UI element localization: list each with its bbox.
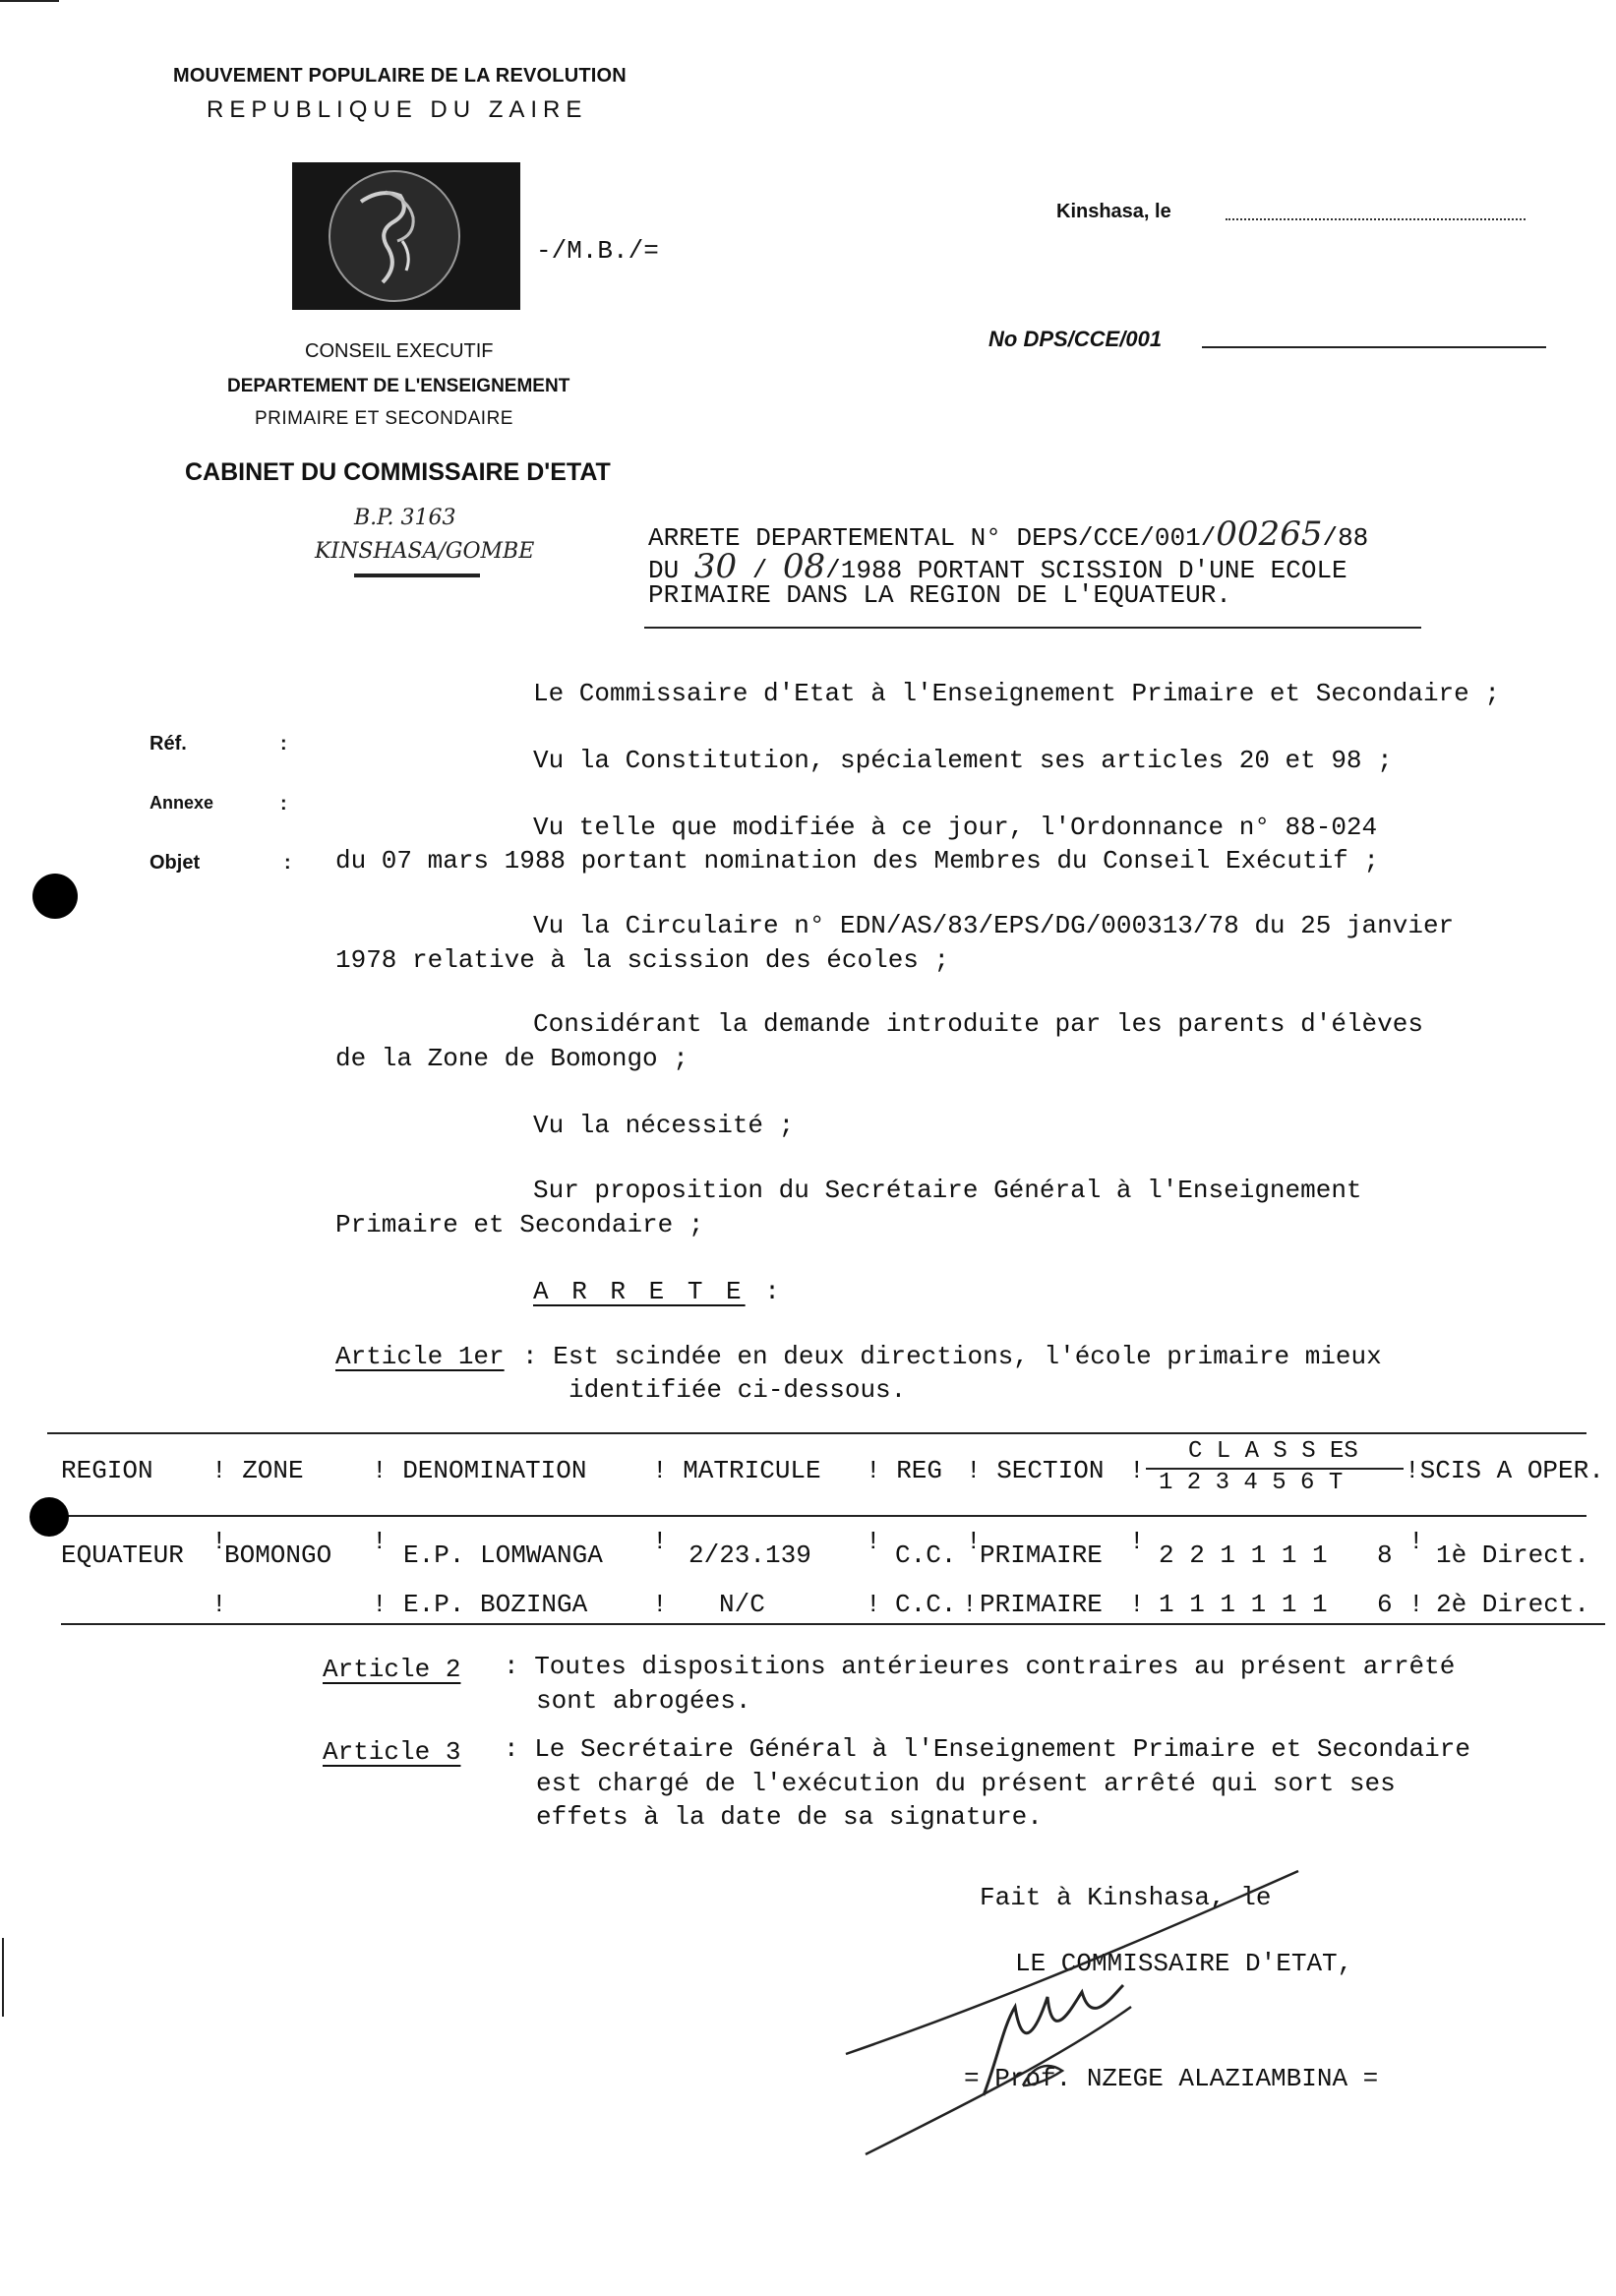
article-1-label-text: Article 1er [335,1342,505,1371]
article-3-line-3: effets à la date de sa signature. [536,1802,1043,1832]
row-sep: ! [866,1527,881,1556]
decree-date-prefix: DU [648,556,680,585]
national-emblem [292,162,520,310]
preamble-circular-line-1: Vu la Circulaire n° EDN/AS/83/EPS/DG/000313/78 du 25 janvier [533,911,1455,940]
republic-heading: REPUBLIQUE DU ZAIRE [207,96,588,123]
article-3-label [323,1737,460,1767]
po-box: B.P. 3163 [354,506,456,530]
decree-title-line-2: DU 30 / 08/1988 PORTANT SCISSION D'UNE ECOLE [648,547,1347,586]
preamble-constitution: Vu la Constitution, spécialement ses articles 20 et 98 ; [533,746,1393,775]
row-classes: 1 1 1 1 1 1 [1159,1590,1328,1619]
preamble-commissioner: Le Commissaire d'Etat à l'Enseignement Primaire et Secondaire ; [533,679,1500,708]
article-3-line-1: : Le Secrétaire Général à l'Enseignement Primaire et Secondaire [504,1734,1470,1764]
row-sep: ! [866,1590,881,1619]
row-sep: ! [966,1527,982,1556]
signatory-name: = Prof. NZEGE ALAZIAMBINA = [964,2064,1379,2093]
movement-heading: MOUVEMENT POPULAIRE DE LA REVOLUTION [173,65,627,87]
row-region: EQUATEUR [61,1541,184,1570]
decree-handwritten-number: 00265 [1216,514,1323,554]
decree-number-suffix: /88 [1322,523,1369,553]
punch-hole-mark [32,874,78,919]
row-total: 8 [1377,1541,1393,1570]
cabinet-heading: CABINET DU COMMISSAIRE D'ETAT [185,458,611,486]
article-1-label [335,1342,505,1371]
title-rule [644,627,1421,629]
col-header-reg: ! REG [866,1456,943,1485]
col-header-section: ! SECTION [966,1456,1105,1485]
department-heading: DEPARTEMENT DE L'ENSEIGNEMENT [227,376,570,396]
preamble-request-line-1: Considérant la demande introduite par les parents d'élèves [533,1009,1423,1039]
article-2-label-text: Article 2 [323,1655,461,1684]
row-sep: ! [962,1590,978,1619]
preamble-necessity: Vu la nécessité ; [533,1111,795,1140]
handwritten-signature [836,1859,1347,2184]
decree-handwritten-day: 30 [693,547,738,586]
article-1-line-2: identifiée ci-dessous. [569,1375,907,1405]
preamble-proposal-line-2: Primaire et Secondaire ; [335,1210,704,1239]
preamble-proposal-line-1: Sur proposition du Secrétaire Général à l'Enseignement [533,1176,1362,1205]
row-reg: C.C. [895,1541,957,1570]
signature-place: Fait à Kinshasa, le [980,1883,1272,1912]
reference-number-label: No DPS/CCE/001 [988,327,1163,351]
date-blank [1226,218,1526,220]
objet-colon: : [284,852,291,874]
col-header-classes-sep: ! [1129,1456,1145,1485]
reference-number-blank [1202,346,1546,348]
address-underline [354,574,480,577]
row-reg: C.C. [895,1590,957,1619]
row-scis: 1è Direct. [1436,1541,1590,1570]
col-header-region: REGION [61,1456,153,1485]
annexe-colon: : [280,793,287,815]
decree-date-suffix: /1988 PORTANT SCISSION D'UNE ECOLE [825,556,1347,585]
col-header-scis: !SCIS A OPER. [1405,1456,1604,1485]
preamble-ordinance-line-1: Vu telle que modifiée à ce jour, l'Ordonnance n° 88-024 [533,813,1378,842]
article-2-label [323,1655,460,1684]
department-subheading: PRIMAIRE ET SECONDAIRE [255,408,513,429]
row-sep: ! [1408,1527,1424,1556]
preamble-circular-line-2: 1978 relative à la scission des écoles ; [335,945,950,975]
mb-code: -/M.B./= [536,236,659,266]
ref-colon: : [280,733,287,755]
arrete-word: A R R E T E [533,1277,746,1306]
arrete-colon: : [764,1277,784,1306]
col-header-matricule: ! MATRICULE [652,1456,821,1485]
preamble-request-line-2: de la Zone de Bomongo ; [335,1044,688,1073]
row-sep: ! [1129,1590,1145,1619]
globe-icon [292,162,520,310]
article-3-line-2: est chargé de l'exécution du présent arrêté qui sort ses [536,1769,1396,1798]
row-sep: ! [372,1527,388,1556]
row-sep: ! [652,1590,668,1619]
council-heading: CONSEIL EXECUTIF [305,340,494,362]
row-sep: ! [211,1527,227,1556]
article-1-line-1: : Est scindée en deux directions, l'école primaire mieux [522,1342,1382,1371]
table-top-rule [47,1432,1586,1434]
row-matricule: 2/23.139 [688,1541,811,1570]
article-2-line-1: : Toutes dispositions antérieures contraires au présent arrêté [504,1652,1456,1681]
punch-hole-mark-2 [30,1497,69,1537]
scan-edge-mark-left [2,1938,4,2017]
place-date-label: Kinshasa, le [1056,201,1171,222]
objet-label: Objet [150,852,201,874]
col-header-classes-digits: 1 2 3 4 5 6 T [1159,1470,1344,1496]
row-denomination: E.P. LOMWANGA [403,1541,603,1570]
ref-label: Réf. [150,733,187,755]
row-denomination: E.P. BOZINGA [403,1590,588,1619]
row-total: 6 [1377,1590,1393,1619]
row-sep: ! [211,1590,227,1619]
city-address: KINSHASA/GOMBE [315,539,535,564]
row-section: PRIMAIRE [980,1590,1103,1619]
col-header-classes: C L A S S ES [1188,1438,1358,1465]
decree-number-prefix: ARRETE DEPARTEMENTAL N° DEPS/CCE/001/ [648,523,1217,553]
article-2-line-2: sont abrogées. [536,1686,751,1716]
row-sep: ! [372,1590,388,1619]
row-scis: 2è Direct. [1436,1590,1590,1619]
preamble-ordinance-line-2: du 07 mars 1988 portant nomination des Membres du Conseil Exécutif ; [335,846,1379,876]
table-header-rule [47,1515,1586,1517]
row-sep: ! [1408,1590,1424,1619]
article-3-label-text: Article 3 [323,1737,461,1767]
col-header-zone: ! ZONE [211,1456,304,1485]
arrete-heading [533,1277,784,1306]
decree-handwritten-month: 08 [782,547,826,586]
row-sep: ! [652,1527,668,1556]
table-bottom-rule [61,1623,1605,1625]
col-header-denomination: ! DENOMINATION [372,1456,587,1485]
signature-title: LE COMMISSAIRE D'ETAT, [1015,1949,1353,1978]
row-classes: 2 2 1 1 1 1 [1159,1541,1328,1570]
row-matricule: N/C [719,1590,765,1619]
decree-title-line-3: PRIMAIRE DANS LA REGION DE L'EQUATEUR. [648,580,1231,610]
row-section: PRIMAIRE [980,1541,1103,1570]
row-sep: ! [1129,1527,1145,1556]
row-zone: BOMONGO [224,1541,332,1570]
annexe-label: Annexe [150,793,214,813]
scan-edge-mark [0,0,59,2]
